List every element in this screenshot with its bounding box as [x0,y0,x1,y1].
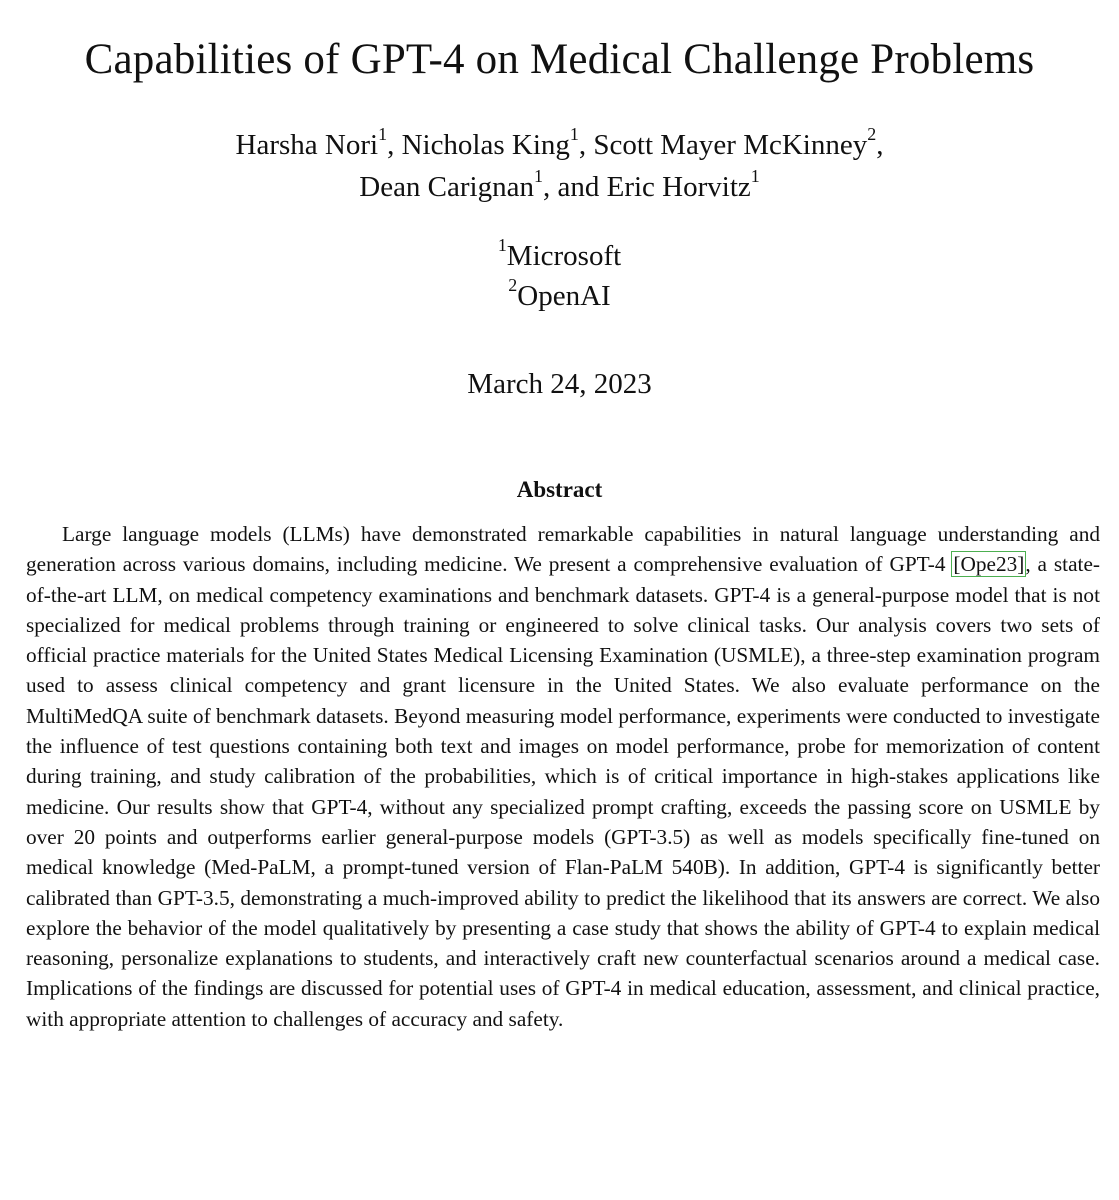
publication-date: March 24, 2023 [467,368,652,400]
affiliation-mark: 1 [569,123,579,144]
author-list [0,124,1119,208]
abstract-text-part: , a state-of-the-art LLM, on medical competency examinations and benchmark datasets. GPT-4 is a general-purpose model that is not specialized for medical problems through training or engineered to solve clinical tasks. Our analysis covers two sets of official practice materials for the United States Medical Licensing Examination (USMLE), a three-step examination program used to assess clinical competency and grant licensure in the United States. We also evaluate performance on the MultiMedQA suite of benchmark datasets. Beyond measuring model performance, experiments were conducted to investigate the influence of test questions containing both text and images on model performance, probe for memorization of content during training, and study calibration of the probabilities, which is of critical importance in high-stakes applications like medicine. Our results show that GPT-4, without any specialized prompt crafting, exceeds the passing score on USMLE by over 20 points and outperforms earlier general-purpose models (GPT-3.5) as well as models specifically fine-tuned on medical knowledge (Med-PaLM, a prompt-tuned version of Flan-PaLM 540B). In addition, GPT-4 is significantly better calibrated than GPT-3.5, demonstrating a much-improved ability to predict the likelihood that its answers are correct. We also explore the behavior of the model qualitatively by presenting a case study that shows the ability of GPT-4 to explain medical reasoning, personalize explanations to students, and interactively craft new counterfactual scenarios around a medical case. Implications of the findings are discussed for potential uses of GPT-4 in medical education, assessment, and clinical practice, with appropriate attention to challenges of accuracy and safety. [26,552,1101,1031]
abstract-heading: Abstract [516,477,603,502]
paper-title: Capabilities of GPT-4 on Medical Challenge Problems [84,36,1035,83]
author-name: Nicholas King [401,129,570,161]
author-line-2 [0,166,1119,208]
author-separator: , [578,129,594,161]
affiliation-mark: 1 [534,165,543,186]
author-line-1 [0,124,1119,166]
author-separator: , and [542,171,607,203]
author-name: Dean Carignan [359,171,534,203]
affiliation-item [0,276,1119,316]
affiliation-mark: 2 [508,274,518,295]
citation-link[interactable]: [Ope23] [953,552,1025,577]
affiliation-name: OpenAI [517,280,611,312]
affiliation-name: Microsoft [506,240,622,272]
affiliation-mark: 1 [497,234,507,255]
affiliation-mark: 1 [378,123,388,144]
affiliation-mark: 2 [867,123,877,144]
author-separator: , [876,129,884,161]
abstract-text-part: Large language models (LLMs) have demonstrated remarkable capabilities in natural language understanding and generation across various domains, including medicine. We present a comprehensive evaluation of GPT-4 [26,522,1100,577]
affiliation-list [0,236,1119,316]
author-separator: , [387,129,402,161]
abstract-text [26,519,1100,1034]
author-name: Harsha Nori [235,129,379,161]
author-name: Eric Horvitz [606,171,751,203]
affiliation-item [0,236,1119,276]
author-name: Scott Mayer McKinney [593,129,868,161]
affiliation-mark: 1 [750,165,760,186]
